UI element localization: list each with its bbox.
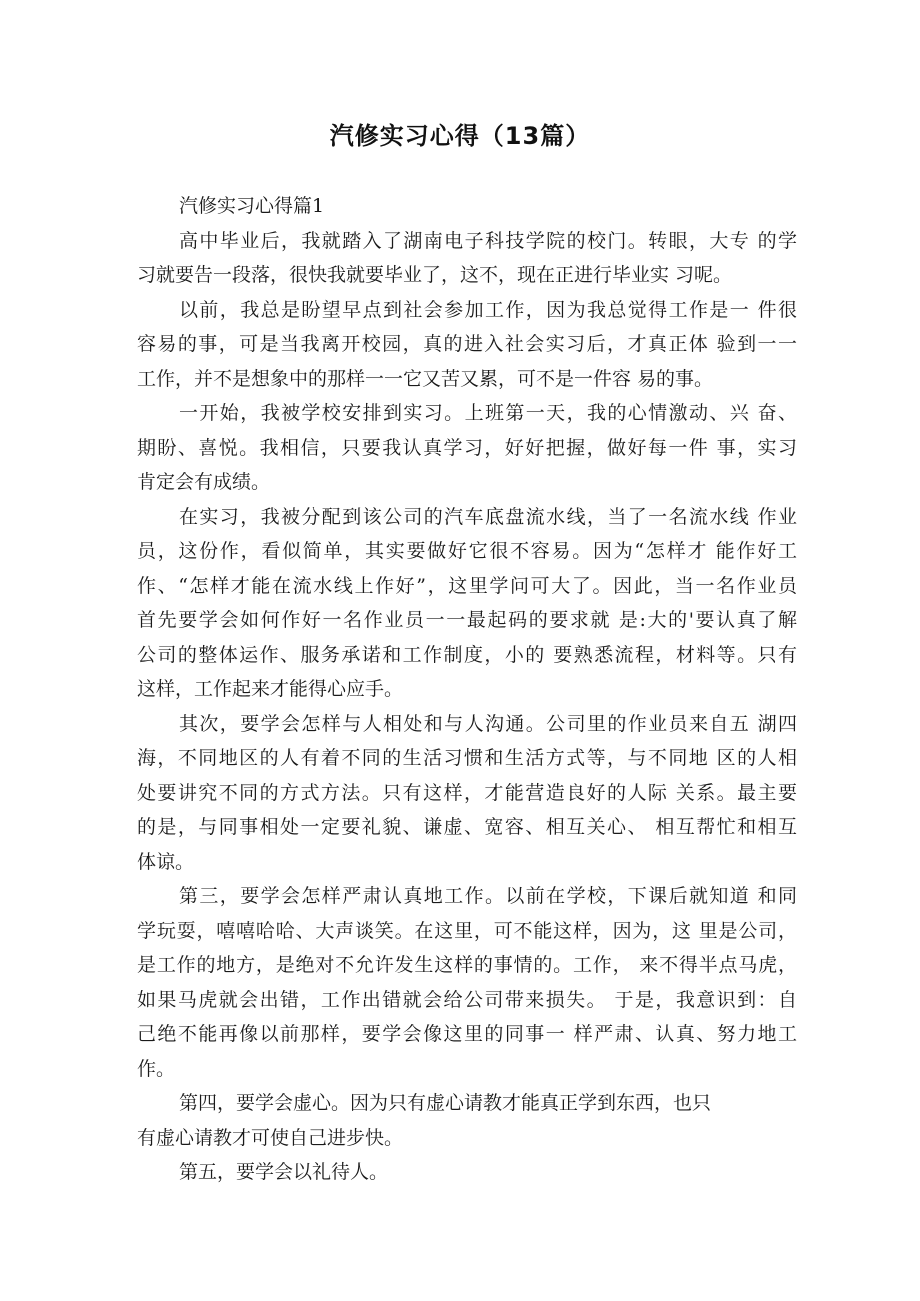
text-line: 工作，并不是想象中的那样一一它又苦又累，可不是一件容 易的事。 (137, 367, 714, 390)
text-line: 海，不同地区的人有着不同的生活习惯和生活方式等，与不同地 区的人相 (137, 747, 797, 769)
text-line: 期盼、喜悦。我相信，只要我认真学习，好好把握，做好每一件 事，实习 (137, 436, 797, 459)
text-line: 第四，要学会虚心。因为只有虚心请教才能真正学到东西，也只 (179, 1092, 712, 1114)
text-line: 在实习，我被分配到该公司的汽车底盘流水线，当了一名流水线 作业 (179, 505, 797, 528)
text-line: 第三，要学会怎样严肃认真地工作。以前在学校，下课后就知道 和同 (179, 885, 797, 907)
page-title: 汽修实习心得（13篇） (329, 122, 591, 150)
text-line: 体谅。 (137, 850, 195, 873)
text-line: 作。 (137, 1057, 176, 1080)
text-line: 汽修实习心得篇1 (179, 195, 325, 217)
text-line: 公司的整体运作、服务承诺和工作制度，小的 要熟悉流程，材料等。只有 (137, 643, 797, 666)
text-line: 以前，我总是盼望早点到社会参加工作，因为我总觉得工作是一 件很 (179, 298, 797, 321)
text-line: 有虚心请教才可使自己进步快。 (137, 1126, 404, 1149)
text-line: 第五，要学会以礼待人。 (179, 1161, 389, 1183)
text-line: 员，这份作，看似简单，其实要做好它很不容易。因为“怎样才 能作好工 (137, 540, 797, 562)
text-line: 其次，要学会怎样与人相处和与人沟通。公司里的作业员来自五 湖四 (179, 712, 797, 735)
text-line: 容易的事，可是当我离开校园，真的进入社会实习后，才真正体 验到一一 (137, 333, 797, 355)
text-line: 高中毕业后，我就踏入了湖南电子科技学院的校门。转眼，大专 的学 (179, 229, 797, 252)
text-line: 作、“怎样才能在流水线上作好”，这里学问可大了。因此，当一名作业员 (137, 574, 797, 597)
text-line: 己绝不能再像以前那样，要学会像这里的同事一 样严肃、认真、努力地工 (137, 1023, 797, 1045)
text-line: 首先要学会如何作好一名作业员一一最起码的要求就 是:大的'要认真了解 (137, 609, 797, 631)
text-line: 一开始，我被学校安排到实习。上班第一天，我的心情激动、兴 奋、 (179, 402, 797, 424)
text-line: 肯定会有成绩。 (137, 471, 271, 493)
text-line: 的是，与同事相处一定要礼貌、谦虚、宽容、相互关心、 相互帮忙和相互 (137, 816, 797, 838)
document-body (137, 189, 797, 1190)
text-line: 这样，工作起来才能得心应手。 (137, 678, 404, 700)
text-line: 处要讲究不同的方式方法。只有这样，才能营造良好的人际 关系。最主要 (137, 781, 797, 804)
text-line: 学玩耍，嘻嘻哈哈、大声谈笑。在这里，可不能这样，因为，这 里是公司， (137, 919, 797, 942)
text-line: 如果马虎就会出错，工作出错就会给公司带来损失。 于是，我意识到：自 (137, 988, 797, 1011)
text-line: 是工作的地方，是绝对不允许发生这样的事情的。工作， 来不得半点马虎， (137, 954, 797, 976)
text-line: 习就要告一段落，很快我就要毕业了，这不，现在正进行毕业实 习呢。 (137, 264, 733, 286)
